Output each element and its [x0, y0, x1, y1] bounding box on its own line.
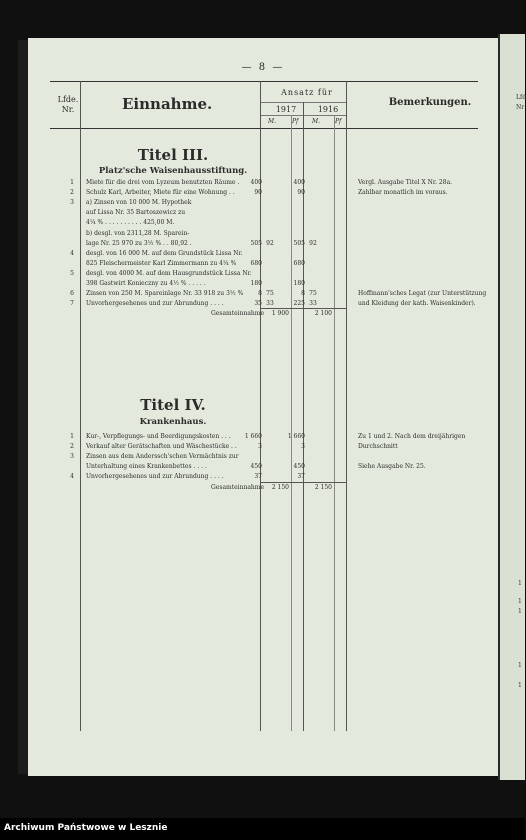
section-subtitle: Krankenhaus. — [139, 417, 207, 427]
row-description: Verkauf alter Gerätschaften und Wäschestücke . . — [86, 443, 237, 451]
col-line-pf2 — [334, 115, 335, 731]
row-description: Unvorhergesehenes und zur Abrundung . . . . — [86, 473, 224, 481]
header-pf-1916: Pf — [335, 118, 342, 125]
header-year-1917: 1917 — [275, 105, 297, 114]
row-number: 1 — [70, 179, 74, 186]
amount-1916-pfennig: 92 — [309, 239, 317, 247]
row-number: 2 — [70, 189, 74, 197]
amount-1916-marks: 505 — [293, 239, 305, 247]
archive-label: Archiwum Państwowe w Lesznie — [4, 823, 168, 833]
row-description: Miete für die drei vom Lyzeum benutzten Räume . — [86, 179, 240, 186]
row-number: 5 — [70, 269, 74, 277]
row-description: Unterhaltung eines Krankenbettes . . . . — [86, 463, 207, 471]
next-page-fragment: 1 — [518, 608, 522, 615]
row-description: b) desgl. von 2311,28 M. Sparein- — [86, 229, 190, 237]
col-line-pf1 — [291, 115, 292, 731]
header-einnahme: Einnahme. — [122, 95, 213, 113]
row-remark: Hoffmann'sches Legat (zur Unterstützung — [358, 290, 487, 298]
amount-1916-marks: 180 — [293, 280, 305, 287]
next-page-strip — [500, 34, 525, 780]
ledger-page — [28, 38, 498, 776]
amount-1917-marks: 680 — [250, 259, 262, 267]
row-remark: und Kleidung der kath. Waisenkinder). — [358, 300, 476, 308]
section-4-total-label: Gesamteinnahme — [211, 484, 264, 491]
row-remark: Zahlbar monatlich im voraus. — [358, 189, 448, 197]
next-page-fragment: Lfd — [516, 94, 526, 101]
col-line-year — [303, 102, 304, 731]
amount-1917-marks: 35 — [254, 300, 262, 308]
left-binding-shadow — [18, 40, 28, 774]
section-subtitle: Platz'sche Waisenhausstiftung. — [98, 166, 248, 176]
next-page-fragment: 1 — [518, 598, 522, 605]
amount-1917-marks: 505 — [250, 239, 262, 247]
amount-1917-pfennig: 75 — [266, 290, 274, 298]
header-top-rule — [50, 81, 478, 82]
section-4-total-1917: 2 150 — [271, 484, 289, 491]
row-remark: Siehe Ausgabe Nr. 25. — [358, 463, 426, 471]
header-m-1916: M. — [312, 118, 321, 125]
row-description: Kur-, Verpflegungs- und Beerdigungskosten . . . — [86, 433, 231, 440]
amount-1917-marks: 8 — [258, 290, 262, 298]
row-number: 4 — [70, 249, 74, 257]
section-3-total-label: Gesamteinnahme — [211, 310, 264, 317]
header-ansatz: Ansatz für — [281, 88, 333, 97]
section-title: Titel IV. — [140, 396, 206, 414]
amount-1917-pfennig: 92 — [266, 239, 274, 247]
row-remark: Vergl. Ausgabe Titel X Nr. 28a. — [358, 179, 453, 186]
amount-1917-marks: 3 — [258, 443, 262, 451]
row-number: 7 — [70, 300, 74, 308]
amount-1916-marks: 37 — [297, 473, 305, 481]
row-description: 398 Gastwirt Konieczny zu 4½ % . . . . . — [86, 280, 206, 287]
page-number: — 8 — — [241, 62, 285, 73]
row-description: auf Lissa Nr. 35 Bartoszewicz zu — [86, 209, 186, 217]
row-description: 825 Fleischermeister Karl Zimmermann zu 4¼ % — [86, 259, 237, 267]
header-m-1917: M. — [268, 118, 277, 125]
row-number: 1 — [70, 433, 74, 440]
amount-1917-marks: 37 — [254, 473, 262, 481]
amount-1916-pfennig: 75 — [309, 290, 317, 298]
row-remark: Durchschnitt — [358, 443, 398, 451]
amount-1916-marks: 225 — [293, 300, 305, 308]
header-lfd-nr: Lfde. Nr. — [57, 95, 79, 114]
row-description: a) Zinsen von 10 000 M. Hypothek — [86, 199, 192, 207]
next-page-fragment: 1 — [518, 662, 522, 669]
amount-1916-marks: 680 — [293, 259, 305, 267]
row-remark: Zu 1 und 2. Nach dem dreijährigen — [358, 433, 466, 440]
row-description: desgl. von 4000 M. auf dem Hausgrundstück Lissa Nr. — [86, 269, 252, 277]
amount-1917-marks: 180 — [250, 280, 262, 287]
next-page-fragment: Nr — [516, 104, 525, 111]
row-number: 3 — [70, 453, 74, 461]
amount-1916-pfennig: 33 — [309, 300, 317, 308]
row-description: Zinsen aus dem Anderssch'schen Vermächtnis zur — [86, 453, 239, 461]
amount-1916-marks: 1 660 — [287, 433, 305, 440]
row-number: 4 — [70, 473, 74, 481]
row-number: 2 — [70, 443, 74, 451]
section-3-total-1917: 1 900 — [271, 310, 289, 317]
amount-1916-marks: 3 — [301, 443, 305, 451]
section-4-total-1916: 2 150 — [314, 484, 332, 491]
next-page-fragment: 1 — [518, 580, 522, 587]
row-number: 3 — [70, 199, 74, 207]
row-description: Zinsen von 250 M. Spareinlage Nr. 33 918 zu 3½ % — [86, 290, 244, 298]
amount-1917-marks: 90 — [254, 189, 262, 197]
row-description: Unvorhergesehenes und zur Abrundung . . . . — [86, 300, 224, 308]
header-bottom-rule — [50, 128, 478, 129]
col-line-remarks — [346, 81, 347, 731]
row-description: Schulz Karl, Arbeiter, Miete für eine Wohnung . . — [86, 189, 235, 197]
amount-1916-marks: 400 — [293, 179, 305, 186]
amount-1916-marks: 90 — [297, 189, 305, 197]
row-description: lage Nr. 25 970 zu 3½ % . . 80,92 . — [86, 239, 192, 247]
amount-1916-marks: 450 — [293, 463, 305, 471]
header-year-1916: 1916 — [317, 105, 339, 114]
header-bemerkungen: Bemerkungen. — [388, 97, 472, 108]
section-4-sum-rule — [260, 482, 346, 483]
section-3-sum-rule — [260, 308, 346, 309]
section-title: Titel III. — [137, 146, 209, 164]
amount-1917-pfennig: 33 — [266, 300, 274, 308]
amount-1916-marks: 8 — [301, 290, 305, 298]
next-page-fragment: 1 — [518, 682, 522, 689]
amount-1917-marks: 1 660 — [244, 433, 262, 440]
header-pf-1917: Pf — [292, 118, 299, 125]
row-description: desgl. von 16 000 M. auf dem Grundstück Lissa Nr. — [86, 249, 243, 257]
row-description: 4¼ % . . . . . . . . . . 425,00 M. — [86, 219, 175, 227]
amount-1917-marks: 400 — [250, 179, 262, 186]
amount-1917-marks: 450 — [250, 463, 262, 471]
row-number: 6 — [70, 290, 74, 298]
section-3-total-1916: 2 100 — [314, 310, 332, 317]
